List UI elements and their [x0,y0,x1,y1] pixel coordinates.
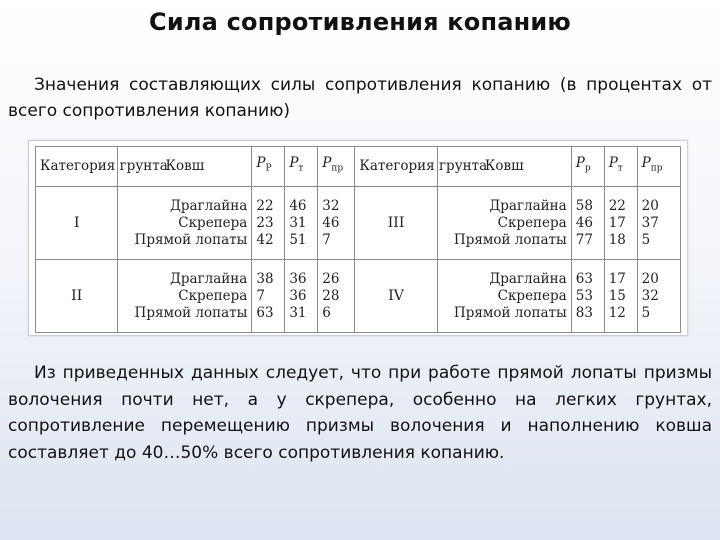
value: 7 [256,287,265,304]
conclusion-paragraph: Из приведенных данных следует, что при работе прямой лопаты призмы волочения почти нет, а у скрепера, особенно на легких грунтах, сопротивление перемещению призмы волочения и наполнению ковша составляет до 40…50% всего сопротивления копанию. [8,363,712,463]
value: 28 [322,287,340,304]
kovsh-name: Драглайна [169,197,248,214]
p-r-cell-left [252,187,285,260]
header-p-pr-right: $P_{пр}$ [637,147,680,187]
kovsh-name: Драглайна [169,270,248,287]
p-pr-cell-left [318,187,355,260]
value: 17 [608,214,626,231]
resistance-table [35,146,681,333]
value: 53 [575,287,593,304]
value: 18 [608,231,626,248]
kovsh-name: Скрепера [178,287,248,304]
value: 7 [322,231,331,248]
value: 22 [256,197,274,214]
value: 46 [289,197,307,214]
header-p-r-left: $P_Р$ [252,147,285,187]
value: 77 [575,231,593,248]
kovsh-name: Скрепера [497,214,567,231]
value: 31 [289,214,307,231]
value: 58 [575,197,593,214]
p-pr-cell-right [637,260,680,333]
value: 38 [256,270,274,287]
p-r-cell-right [571,187,604,260]
value: 36 [289,287,307,304]
header-category-left: Категория грунта [36,147,118,187]
p-t-cell-right [604,187,637,260]
kovsh-cell-left [118,187,252,260]
table-header-row [36,147,681,187]
kovsh-name: Прямой лопаты [134,231,248,248]
category-cell-right: IV [355,260,437,333]
kovsh-name: Скрепера [497,287,567,304]
value: 63 [256,304,274,321]
intro-paragraph: Значения составляющих силы сопротивления копанию (в процентах от всего сопротивления копанию) [8,75,712,121]
value: 83 [575,304,593,321]
kovsh-name: Прямой лопаты [453,304,567,321]
kovsh-name: Драглайна [489,197,567,214]
value: 36 [289,270,307,287]
value: 23 [256,214,274,231]
header-kovsh-left: Ковш [118,147,252,187]
page-title: Сила сопротивления копанию [149,8,571,36]
table-row [36,260,681,333]
value: 26 [322,270,340,287]
p-r-cell-left [252,260,285,333]
header-category-right: Категория грунта [355,147,437,187]
resistance-table-frame [28,140,688,336]
p-t-cell-right [604,260,637,333]
header-kovsh-right: Ковш [437,147,571,187]
table-row [36,187,681,260]
category-cell-left: I [36,187,118,260]
value: 17 [608,270,626,287]
value: 12 [608,304,626,321]
value: 31 [289,304,307,321]
value: 6 [322,304,331,321]
value: 20 [641,197,659,214]
value: 32 [322,197,340,214]
value: 63 [575,270,593,287]
value: 46 [575,214,593,231]
value: 32 [641,287,659,304]
header-p-t-right: $P_т$ [604,147,637,187]
header-p-r-right: $P_р$ [571,147,604,187]
p-t-cell-left [285,260,318,333]
value: 5 [641,304,651,321]
header-p-pr-left: $P_{пр}$ [318,147,355,187]
value: 15 [608,287,626,304]
value: 5 [641,231,651,248]
kovsh-name: Прямой лопаты [134,304,248,321]
p-r-cell-right [571,260,604,333]
value: 51 [289,231,307,248]
header-p-t-left: $P_т$ [285,147,318,187]
kovsh-name: Скрепера [178,214,248,231]
p-pr-cell-right [637,187,680,260]
category-cell-left: II [36,260,118,333]
value: 46 [322,214,340,231]
kovsh-cell-right [437,260,571,333]
category-cell-right: III [355,187,437,260]
value: 42 [256,231,274,248]
kovsh-name: Прямой лопаты [453,231,567,248]
value: 37 [641,214,659,231]
value: 20 [641,270,659,287]
kovsh-name: Драглайна [489,270,567,287]
kovsh-cell-left [118,260,252,333]
kovsh-cell-right [437,187,571,260]
p-t-cell-left [285,187,318,260]
value: 22 [608,197,626,214]
p-pr-cell-left [318,260,355,333]
